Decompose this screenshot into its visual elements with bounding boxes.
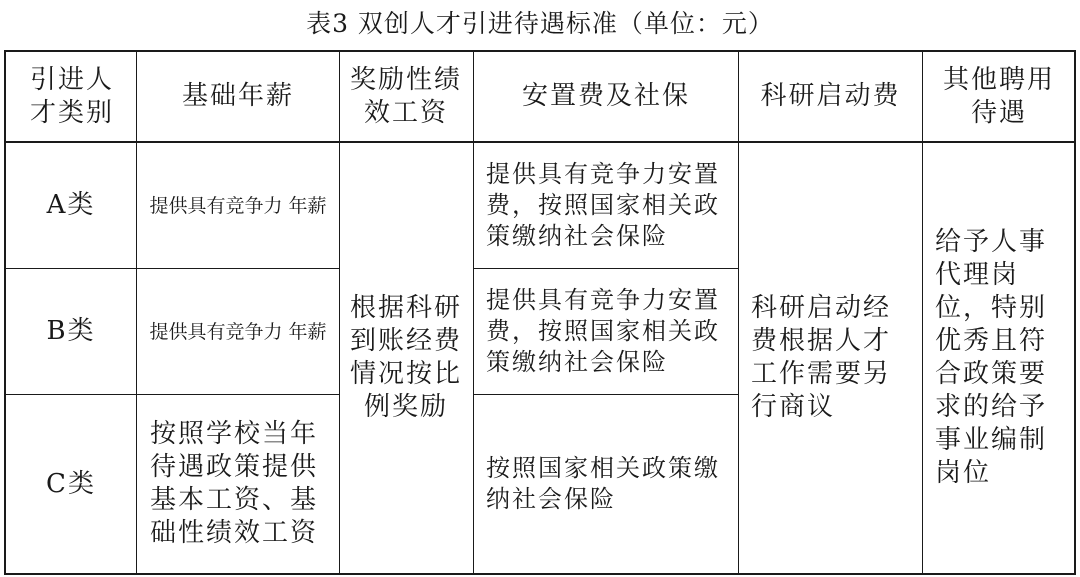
header-other-benefits: 其他聘用待遇: [942, 64, 1055, 128]
row-c-base-salary: 按照学校当年待遇政策提供基本工资、基础性绩效工资: [150, 419, 319, 548]
table-border-bottom: [4, 573, 1076, 575]
row-c-settlement: 按照国家相关政策缴纳社会保险: [486, 454, 720, 513]
header-base-salary: 基础年薪: [181, 81, 294, 111]
row-a-settlement: 提供具有竞争力安置费，按照国家相关政策缴纳社会保险: [486, 160, 720, 250]
header-performance-pay: 奖励性绩效工资: [349, 64, 462, 128]
table-border-right: [1074, 50, 1076, 575]
research-fund-all-rows: 科研启动经费根据人才工作需要另行商议: [751, 293, 892, 422]
row-b-category: B类: [46, 316, 96, 346]
col-divider-2: [339, 50, 340, 575]
other-benefits-all-rows: 给予人事代理岗位，特别优秀且符合政策要求的给予事业编制岗位: [935, 227, 1048, 488]
header-category: 引进人才类别: [29, 64, 114, 128]
performance-pay-all-rows: 根据科研到账经费情况按比例奖励: [349, 293, 462, 422]
row-b-base-salary: 提供具有竞争力 年薪: [149, 320, 327, 343]
row-c-category: C类: [46, 468, 96, 499]
header-research-fund: 科研启动费: [760, 81, 901, 111]
row-a-category: A类: [46, 190, 96, 220]
row-b-settlement: 提供具有竞争力安置费，按照国家相关政策缴纳社会保险: [486, 286, 720, 376]
col-divider-5: [922, 50, 923, 575]
table-title: 表3 双创人才引进待遇标准（单位：元）: [306, 9, 774, 38]
header-settlement: 安置费及社保: [521, 81, 690, 111]
row-a-base-salary: 提供具有竞争力 年薪: [149, 194, 327, 217]
